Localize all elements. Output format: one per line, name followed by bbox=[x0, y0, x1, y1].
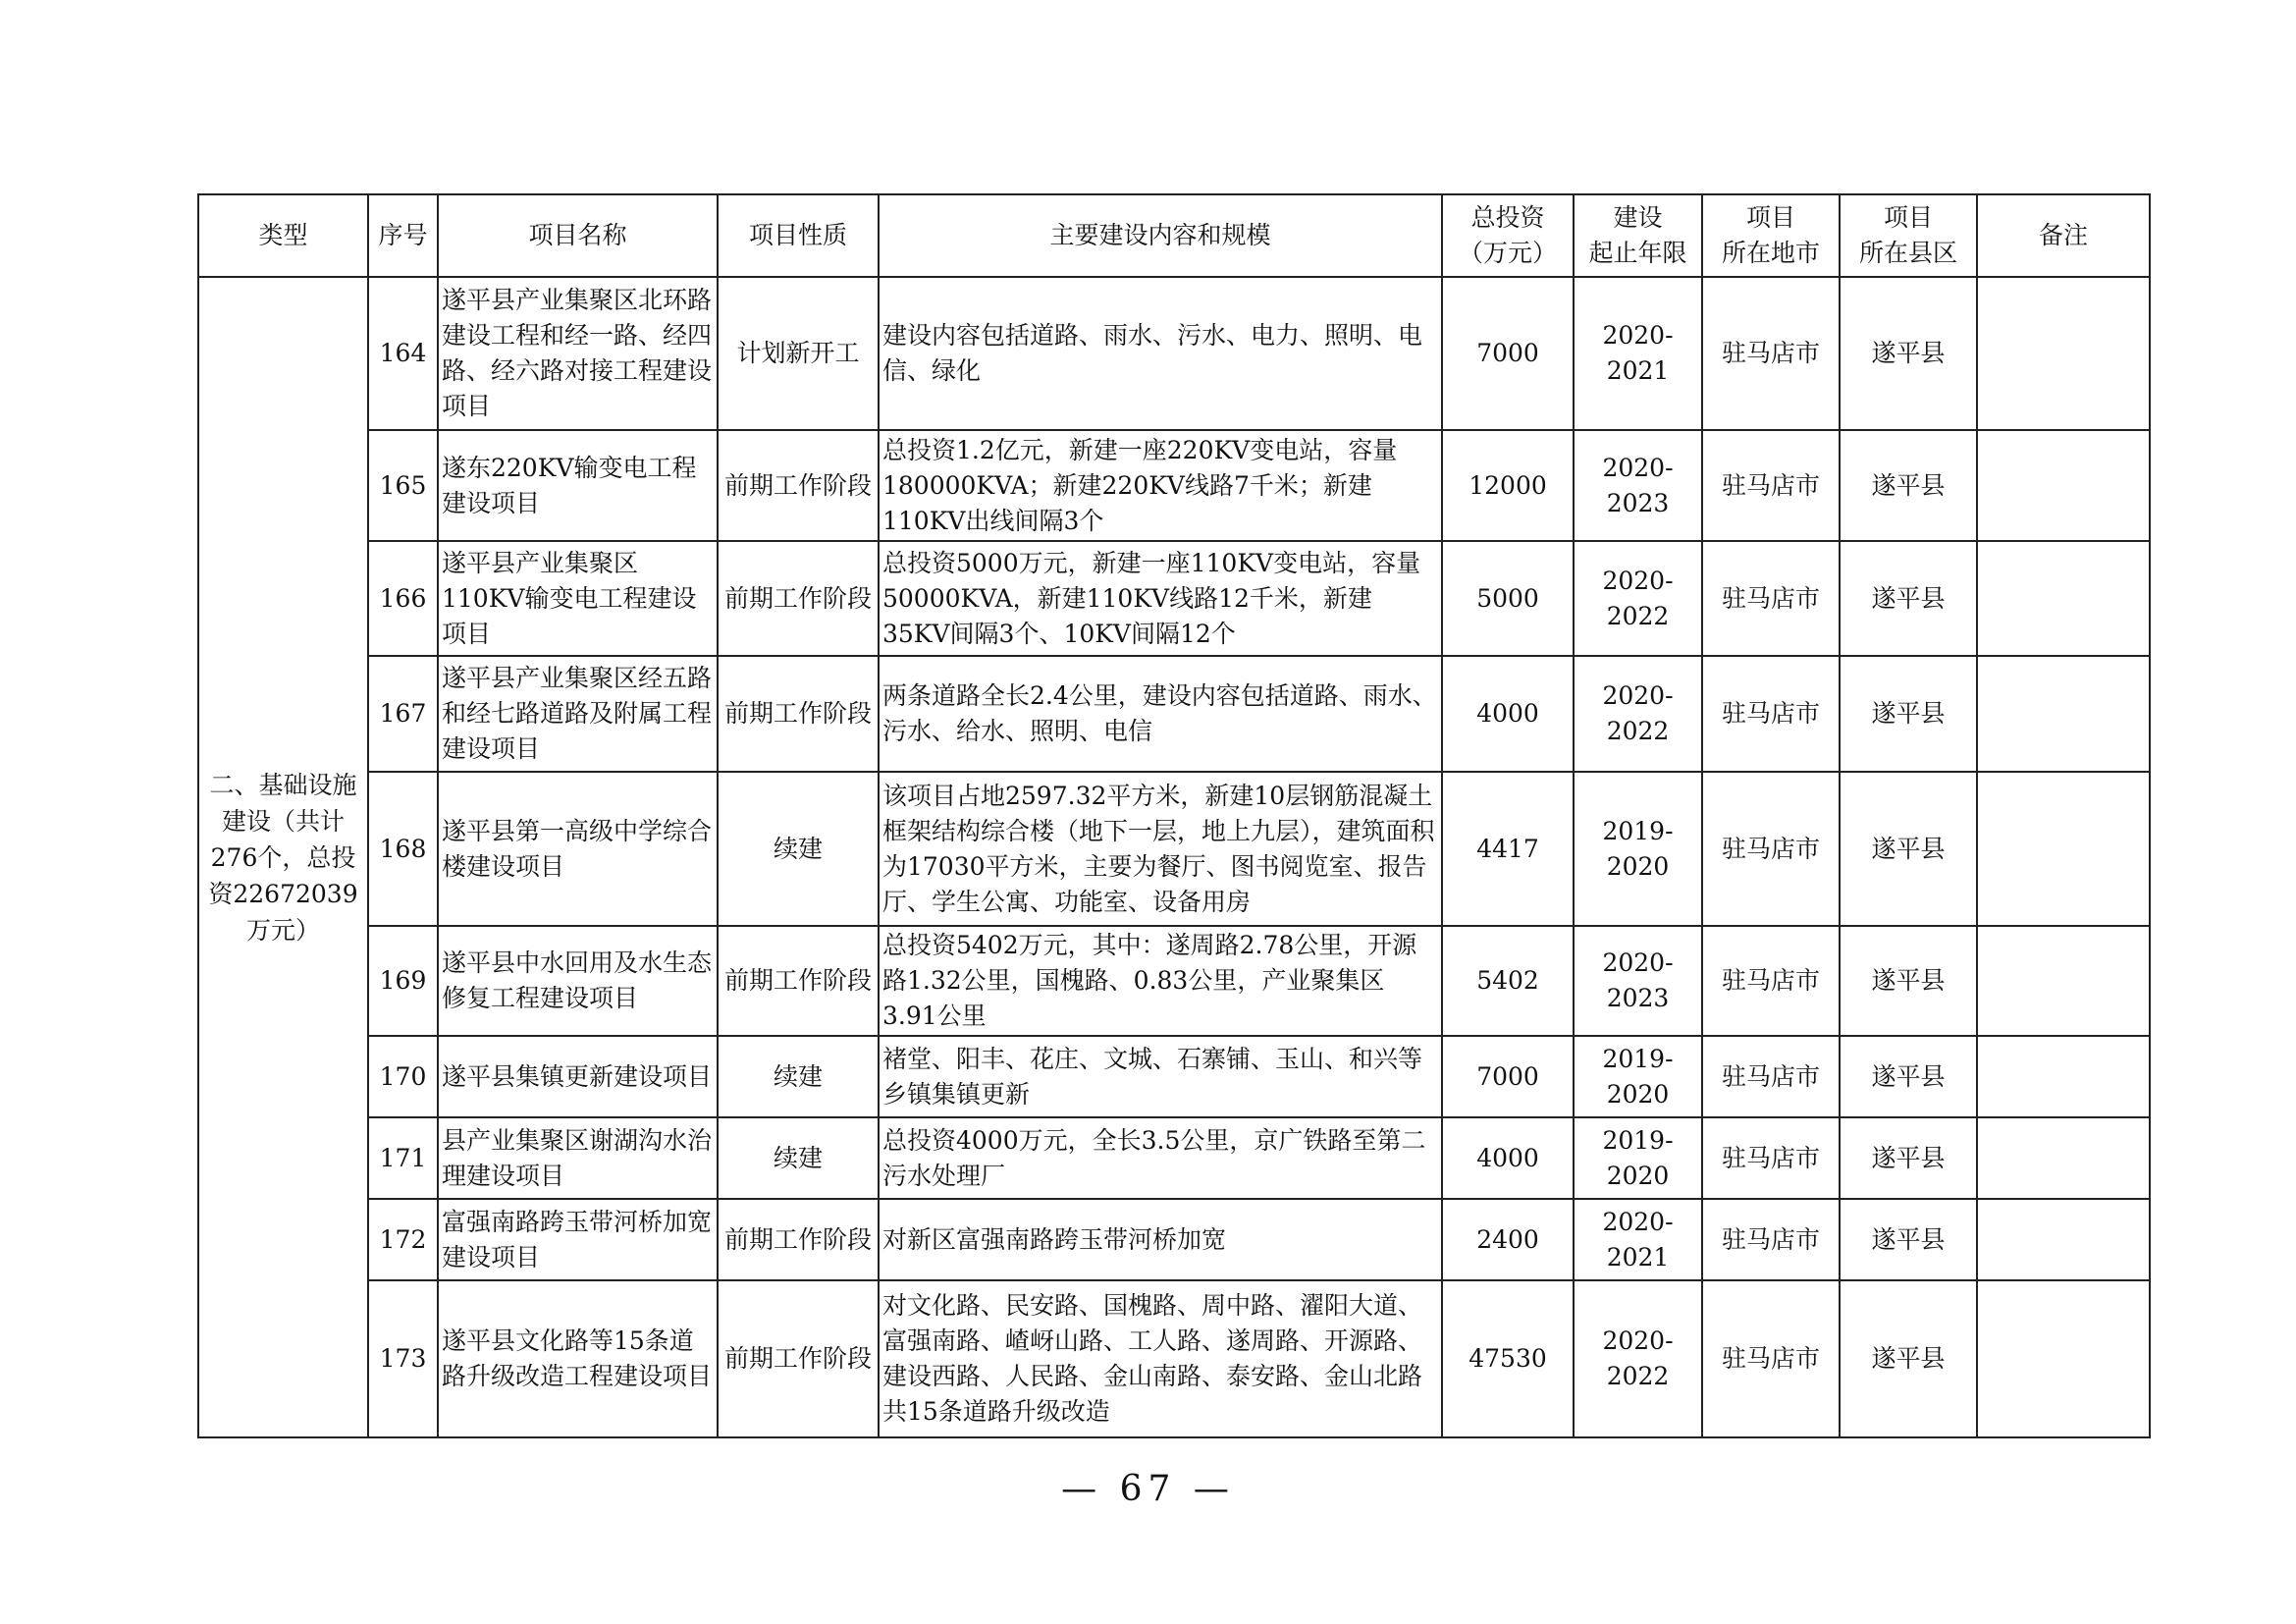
header-content: 主要建设内容和规模 bbox=[879, 194, 1442, 277]
row-nature: 计划新开工 bbox=[718, 277, 879, 430]
row-name: 遂平县产业集聚区北环路建设工程和经一路、经四路、经六路对接工程建设项目 bbox=[438, 277, 718, 430]
row-nature: 续建 bbox=[718, 1036, 879, 1117]
row-county: 遂平县 bbox=[1840, 1199, 1977, 1280]
row-county: 遂平县 bbox=[1840, 1280, 1977, 1437]
row-no: 165 bbox=[368, 430, 438, 541]
row-period: 2020-2021 bbox=[1574, 1199, 1702, 1280]
header-type: 类型 bbox=[198, 194, 368, 277]
row-city: 驻马店市 bbox=[1702, 656, 1840, 772]
row-city: 驻马店市 bbox=[1702, 1199, 1840, 1280]
row-content: 总投资1.2亿元，新建一座220KV变电站，容量180000KVA；新建220KV线路7千米；新建110KV出线间隔3个 bbox=[879, 430, 1442, 541]
row-content: 该项目占地2597.32平方米，新建10层钢筋混凝土框架结构综合楼（地下一层，地上九层），建筑面积为17030平方米，主要为餐厅、图书阅览室、报告厅、学生公寓、功能室、设备用房 bbox=[879, 772, 1442, 926]
row-content: 对新区富强南路跨玉带河桥加宽 bbox=[879, 1199, 1442, 1280]
row-note bbox=[1977, 1280, 2150, 1437]
row-period: 2019-2020 bbox=[1574, 1117, 1702, 1199]
header-row bbox=[198, 194, 2150, 277]
table-row bbox=[198, 1280, 2150, 1437]
row-period: 2019-2020 bbox=[1574, 1036, 1702, 1117]
header-investment: 总投资 （万元） bbox=[1442, 194, 1574, 277]
row-nature: 前期工作阶段 bbox=[718, 1199, 879, 1280]
row-note bbox=[1977, 926, 2150, 1036]
row-name: 遂平县产业集聚区110KV输变电工程建设项目 bbox=[438, 541, 718, 656]
row-content: 两条道路全长2.4公里，建设内容包括道路、雨水、污水、给水、照明、电信 bbox=[879, 656, 1442, 772]
row-nature: 前期工作阶段 bbox=[718, 656, 879, 772]
row-city: 驻马店市 bbox=[1702, 1117, 1840, 1199]
table-row bbox=[198, 430, 2150, 541]
row-content: 建设内容包括道路、雨水、污水、电力、照明、电信、绿化 bbox=[879, 277, 1442, 430]
row-county: 遂平县 bbox=[1840, 277, 1977, 430]
row-county: 遂平县 bbox=[1840, 926, 1977, 1036]
row-no: 169 bbox=[368, 926, 438, 1036]
row-note bbox=[1977, 277, 2150, 430]
row-city: 驻马店市 bbox=[1702, 541, 1840, 656]
header-city: 项目 所在地市 bbox=[1702, 194, 1840, 277]
row-period: 2020-2023 bbox=[1574, 430, 1702, 541]
row-name: 遂平县文化路等15条道路升级改造工程建设项目 bbox=[438, 1280, 718, 1437]
row-investment: 12000 bbox=[1442, 430, 1574, 541]
row-county: 遂平县 bbox=[1840, 656, 1977, 772]
row-name: 遂平县产业集聚区经五路和经七路道路及附属工程建设项目 bbox=[438, 656, 718, 772]
table-row bbox=[198, 1117, 2150, 1199]
row-investment: 4000 bbox=[1442, 656, 1574, 772]
row-content: 总投资5000万元，新建一座110KV变电站，容量50000KVA，新建110KV线路12千米，新建35KV间隔3个、10KV间隔12个 bbox=[879, 541, 1442, 656]
table-row bbox=[198, 277, 2150, 430]
row-name: 富强南路跨玉带河桥加宽建设项目 bbox=[438, 1199, 718, 1280]
row-county: 遂平县 bbox=[1840, 430, 1977, 541]
row-period: 2020-2022 bbox=[1574, 656, 1702, 772]
row-investment: 5000 bbox=[1442, 541, 1574, 656]
row-investment: 4417 bbox=[1442, 772, 1574, 926]
row-note bbox=[1977, 1199, 2150, 1280]
header-nature: 项目性质 bbox=[718, 194, 879, 277]
row-no: 173 bbox=[368, 1280, 438, 1437]
row-period: 2020-2021 bbox=[1574, 277, 1702, 430]
row-content: 总投资4000万元，全长3.5公里，京广铁路至第二污水处理厂 bbox=[879, 1117, 1442, 1199]
table-row bbox=[198, 926, 2150, 1036]
row-name: 遂平县集镇更新建设项目 bbox=[438, 1036, 718, 1117]
project-table-container bbox=[197, 193, 2149, 1438]
row-county: 遂平县 bbox=[1840, 541, 1977, 656]
row-county: 遂平县 bbox=[1840, 772, 1977, 926]
row-no: 168 bbox=[368, 772, 438, 926]
row-nature: 续建 bbox=[718, 772, 879, 926]
row-note bbox=[1977, 656, 2150, 772]
row-investment: 7000 bbox=[1442, 1036, 1574, 1117]
row-city: 驻马店市 bbox=[1702, 926, 1840, 1036]
row-name: 遂平县第一高级中学综合楼建设项目 bbox=[438, 772, 718, 926]
row-note bbox=[1977, 1036, 2150, 1117]
row-period: 2020-2022 bbox=[1574, 541, 1702, 656]
row-no: 171 bbox=[368, 1117, 438, 1199]
row-nature: 续建 bbox=[718, 1117, 879, 1199]
row-no: 170 bbox=[368, 1036, 438, 1117]
header-name: 项目名称 bbox=[438, 194, 718, 277]
row-content: 对文化路、民安路、国槐路、周中路、濯阳大道、富强南路、嵖岈山路、工人路、遂周路、开源路、建设西路、人民路、金山南路、泰安路、金山北路共15条道路升级改造 bbox=[879, 1280, 1442, 1437]
row-nature: 前期工作阶段 bbox=[718, 1280, 879, 1437]
row-city: 驻马店市 bbox=[1702, 772, 1840, 926]
table-row bbox=[198, 1199, 2150, 1280]
page-number: — 67 — bbox=[1061, 1469, 1235, 1509]
row-note bbox=[1977, 541, 2150, 656]
header-no: 序号 bbox=[368, 194, 438, 277]
project-table bbox=[197, 193, 2151, 1438]
row-period: 2019-2020 bbox=[1574, 772, 1702, 926]
row-investment: 4000 bbox=[1442, 1117, 1574, 1199]
row-content: 总投资5402万元，其中：遂周路2.78公里，开源路1.32公里，国槐路、0.83公里，产业聚集区3.91公里 bbox=[879, 926, 1442, 1036]
row-no: 166 bbox=[368, 541, 438, 656]
row-investment: 47530 bbox=[1442, 1280, 1574, 1437]
table-row bbox=[198, 541, 2150, 656]
header-note: 备注 bbox=[1977, 194, 2150, 277]
row-name: 县产业集聚区谢湖沟水治理建设项目 bbox=[438, 1117, 718, 1199]
row-content: 褚堂、阳丰、花庄、文城、石寨铺、玉山、和兴等乡镇集镇更新 bbox=[879, 1036, 1442, 1117]
header-county: 项目 所在县区 bbox=[1840, 194, 1977, 277]
row-no: 167 bbox=[368, 656, 438, 772]
table-row bbox=[198, 772, 2150, 926]
row-city: 驻马店市 bbox=[1702, 430, 1840, 541]
row-county: 遂平县 bbox=[1840, 1117, 1977, 1199]
table-row bbox=[198, 656, 2150, 772]
row-note bbox=[1977, 1117, 2150, 1199]
row-investment: 2400 bbox=[1442, 1199, 1574, 1280]
row-no: 172 bbox=[368, 1199, 438, 1280]
row-note bbox=[1977, 430, 2150, 541]
row-nature: 前期工作阶段 bbox=[718, 926, 879, 1036]
row-no: 164 bbox=[368, 277, 438, 430]
row-city: 驻马店市 bbox=[1702, 1036, 1840, 1117]
row-nature: 前期工作阶段 bbox=[718, 541, 879, 656]
category-cell: 二、基础设施建设（共计276个，总投资22672039万元） bbox=[198, 277, 368, 1437]
row-nature: 前期工作阶段 bbox=[718, 430, 879, 541]
row-note bbox=[1977, 772, 2150, 926]
table-row bbox=[198, 1036, 2150, 1117]
row-period: 2020-2022 bbox=[1574, 1280, 1702, 1437]
row-investment: 7000 bbox=[1442, 277, 1574, 430]
row-city: 驻马店市 bbox=[1702, 277, 1840, 430]
row-name: 遂东220KV输变电工程建设项目 bbox=[438, 430, 718, 541]
row-period: 2020-2023 bbox=[1574, 926, 1702, 1036]
row-county: 遂平县 bbox=[1840, 1036, 1977, 1117]
row-investment: 5402 bbox=[1442, 926, 1574, 1036]
header-period: 建设 起止年限 bbox=[1574, 194, 1702, 277]
row-name: 遂平县中水回用及水生态修复工程建设项目 bbox=[438, 926, 718, 1036]
row-city: 驻马店市 bbox=[1702, 1280, 1840, 1437]
